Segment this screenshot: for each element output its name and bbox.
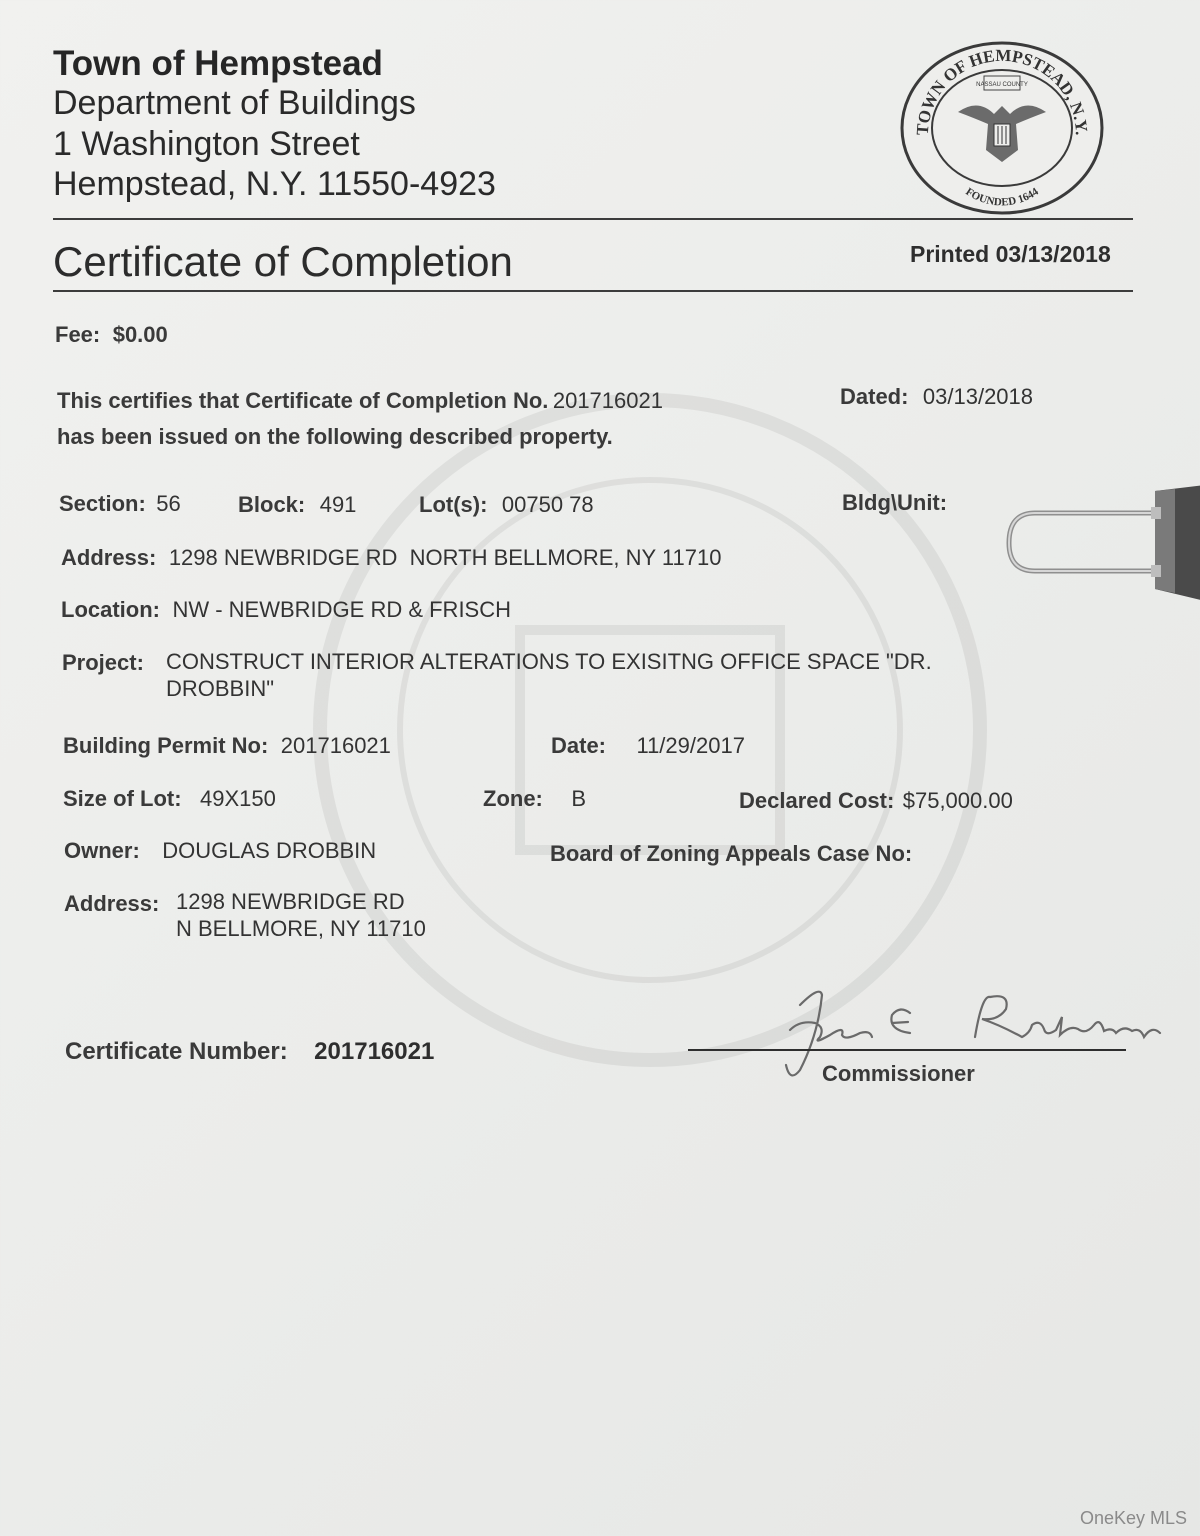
section-field (59, 491, 181, 517)
permit-field (63, 733, 391, 759)
mls-watermark: OneKey MLS (1080, 1508, 1188, 1528)
zone-value: B (571, 786, 587, 811)
owner-value: DOUGLAS DROBBIN (162, 838, 377, 863)
lot-size-label: Size of Lot: (63, 786, 182, 811)
address-value: 1298 NEWBRIDGE RD NORTH BELLMORE, NY 11710 (168, 545, 722, 570)
owner-label: Owner: (64, 838, 140, 863)
bza-case-label: Board of Zoning Appeals Case No: (550, 841, 913, 866)
permit-date-label: Date: (551, 733, 607, 758)
lot-size-field (63, 786, 276, 812)
location-label: Location: (61, 597, 160, 622)
permit-value: 201716021 (280, 733, 391, 758)
declared-cost-value: $75,000.00 (902, 788, 1013, 813)
street-address: 1 Washington Street (53, 125, 360, 163)
block-label: Block: (238, 492, 306, 517)
dated-label: Dated: (840, 384, 909, 409)
seal-county-text: NASSAU COUNTY (976, 82, 1028, 88)
owner-field (64, 838, 376, 864)
block-value: 491 (319, 492, 357, 517)
section-value: 56 (156, 491, 181, 516)
fee-row (55, 322, 168, 348)
owner-address-line1: 1298 NEWBRIDGE RD (176, 889, 405, 914)
location-value: NW - NEWBRIDGE RD & FRISCH (172, 597, 512, 622)
block-field (238, 492, 356, 518)
declared-cost-label: Declared Cost: (739, 788, 895, 813)
project-label: Project: (62, 650, 144, 675)
commissioner-title: Commissioner (822, 1061, 975, 1086)
zone-field (483, 786, 586, 812)
certificate-number-field (65, 1038, 434, 1066)
certifies-line1 (57, 388, 663, 414)
completion-number: 201716021 (552, 388, 663, 413)
permit-date-field (551, 733, 745, 759)
lots-field (419, 492, 594, 518)
printed-date: Printed 03/13/2018 (910, 241, 1111, 267)
certificate-number-label: Certificate Number: (65, 1038, 288, 1065)
address-label: Address: (61, 545, 157, 570)
lots-label: Lot(s): (419, 492, 488, 517)
zone-label: Zone: (483, 786, 543, 811)
project-line2: DROBBIN" (166, 676, 275, 701)
title-top-rule (53, 218, 1133, 220)
signature-line (688, 1049, 1126, 1051)
fee-label: Fee: (55, 322, 101, 347)
project-line1: CONSTRUCT INTERIOR ALTERATIONS TO EXISITNG OFFICE SPACE "DR. (166, 649, 932, 674)
lot-size-value: 49X150 (200, 786, 276, 811)
title-bottom-rule (53, 290, 1133, 292)
department-name: Department of Buildings (53, 84, 416, 122)
seal-founded-text: FOUNDED 1644 (963, 185, 1041, 209)
certificate-number-value: 201716021 (314, 1038, 435, 1065)
location-field (61, 597, 511, 623)
lots-value: 00750 78 (501, 492, 594, 517)
seal-outer-text: TOWN OF HEMPSTEAD, N.Y. (912, 45, 1092, 136)
org-name: Town of Hempstead (53, 44, 383, 83)
owner-address-label: Address: (64, 891, 160, 916)
fee-value: $0.00 (112, 322, 168, 347)
dated-value: 03/13/2018 (922, 384, 1034, 409)
document-title: Certificate of Completion (53, 238, 513, 285)
owner-address-line2: N BELLMORE, NY 11710 (176, 916, 426, 941)
dated-row (840, 384, 1033, 410)
permit-label: Building Permit No: (63, 733, 269, 758)
permit-date-value: 11/29/2017 (636, 733, 745, 758)
binder-clip-icon (1005, 485, 1200, 605)
certifies-line2: has been issued on the following described property. (57, 424, 613, 449)
section-label: Section: (59, 491, 146, 516)
address-field (61, 545, 721, 571)
bldg-unit-label: Bldg\Unit: (842, 490, 948, 515)
declared-cost-field (739, 788, 1013, 814)
town-seal-icon (898, 40, 1106, 215)
certifies-text: This certifies that Certificate of Completion No. (57, 388, 549, 413)
city-address: Hempstead, N.Y. 11550-4923 (53, 165, 496, 203)
